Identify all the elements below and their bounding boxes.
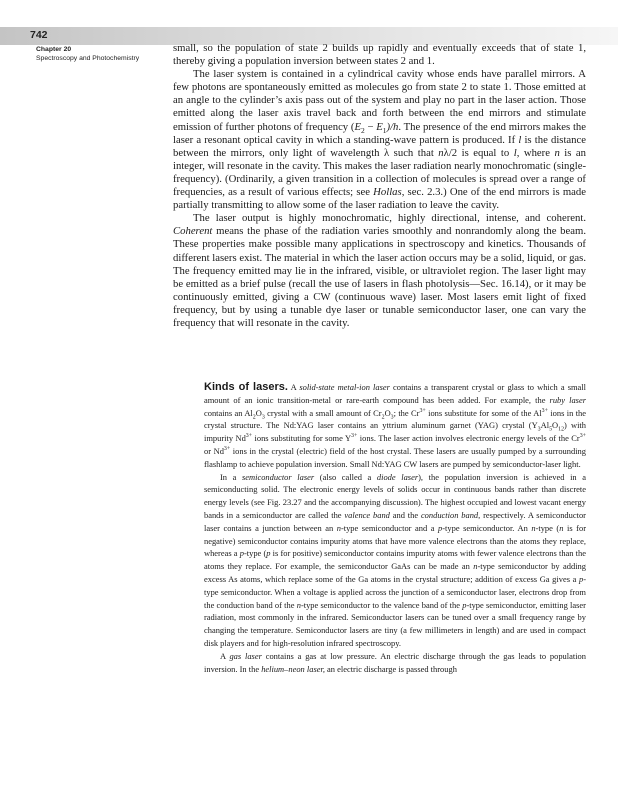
section-heading: Kinds of lasers. — [204, 381, 288, 393]
chapter-title: Spectroscopy and Photochemistry — [36, 55, 140, 62]
paragraph: In a semiconductor laser (also called a diode laser), the population inversion is achieved in a semiconducting solid. The electronic energy levels of solids occur in continuous bands rather than discrete energy levels (see Fig. 23.27 and the accompanying discussion). The highest occupied and lowest vacant energy bands in a semiconductor are called the valence band and the conduction band, respectively. A semiconductor laser contains a junction between an n-type semiconductor and a p-type semiconductor. An n-type (n is for negative) semiconductor contains impurity atoms that have more valence electrons than the atoms they replace, whereas a p-type (p is for positive) semiconductor contains impurity atoms with fewer valence electrons than the atoms they replace. For example, the semiconductor GaAs can be made an n-type semiconductor by adding excess As atoms, which replace some of the Ga atoms in the crystal structure; addition of excess Ga gives a p-type semiconductor. When a voltage is applied across the junction of a semiconductor laser, electrons drop from the conduction band of the n-type semiconductor to the valence band of the p-type semiconductor, emitting laser radiation, most commonly in the infrared. Semiconductor lasers can be tuned over a small frequency range by changing the temperature. Semiconductor lasers are tiny (a few millimeters in length) and are used in compact disk players and for high-resolution infrared spectroscopy. — [204, 471, 587, 648]
main-text — [173, 42, 586, 330]
kinds-of-lasers-section — [204, 381, 586, 675]
paragraph: A gas laser contains a gas at low pressure. An electric discharge through the gas leads to population inversion. In the helium–neon laser, an electric discharge is passed through — [204, 650, 586, 674]
paragraph: Kinds of lasers. A solid-state metal-ion laser contains a transparent crystal or glass to which a small amount of an ionic transition-metal or rare-earth compound has been added. For example, the ruby laser contains an $Al_2O_3$ crystal with a small amount of $Cr_2O_3$; the $Cr^{3+}$ ions substitute for some of the $Al^{3+}$ ions in the crystal structure. The Nd:YAG laser contains an yttrium aluminum garnet (YAG) crystal $(Y_3Al_5O_{12})$ with impurity $Nd^{3+}$ ions substituting for some $Y^{3+}$ ions. The laser action involves electronic energy levels of the $Cr^{3+}$ or $Nd^{3+}$ ions in the crystal (electric) field of the host crystal. These lasers are usually pumped by a surrounding flashlamp to achieve population inversion. Small Nd:YAG CW lasers are pumped by semiconductor-laser light. — [204, 381, 586, 469]
paragraph: small, so the population of state 2 builds up rapidly and eventually exceeds that of state 1, thereby giving a population inversion between states 2 and 1. — [173, 42, 586, 68]
chapter-label: Chapter 20 — [36, 46, 72, 53]
paragraph: The laser system is contained in a cylindrical cavity whose ends have parallel mirrors. A few photons are spontaneously emitted as molecules go from state 2 to state 1. Those emitted at an angle to the cylinder’s axis pass out of the system and play no part in the laser action. Those emitted along the laser axis travel back and forth between the end mirrors and stimulate emission of further photons of frequency $(E_2 - E_1)/h$. The presence of the end mirrors makes the laser a resonant optical cavity in which a standing-wave pattern is produced. If l is the distance between the mirrors, only light of wavelength λ such that nλ/2 is equal to l, where n is an integer, will resonate in the cavity. This makes the laser radiation nearly monochromatic (single-frequency). (Ordinarily, a given transition in a collection of molecules is spread over a range of frequencies, as a result of various effects; see Hollas, sec. 2.3.) One of the end mirrors is made partially transmitting to allow some of the laser radiation to leave the cavity. — [173, 68, 587, 212]
paragraph: The laser output is highly monochromatic, highly directional, intense, and coherent. Coherent means the phase of the radiation varies smoothly and nonrandomly along the beam. These properties make possible many applications in spectroscopy and kinetics. Thousands of different lasers exist. The material in which the laser action occurs may be a solid, liquid, or gas. The frequency emitted may lie in the infrared, visible, or ultraviolet region. The laser light may be emitted as a brief pulse (recall the use of lasers in flash photolysis—Sec. 16.14), or it may be continuously emitted, giving a CW (continuous wave) laser. Most lasers emit light of fixed frequency, but by using a tunable dye laser or tunable semiconductor laser, one can vary the frequency that will resonate in the cavity. — [173, 212, 586, 329]
page-number: 742 — [30, 29, 48, 41]
